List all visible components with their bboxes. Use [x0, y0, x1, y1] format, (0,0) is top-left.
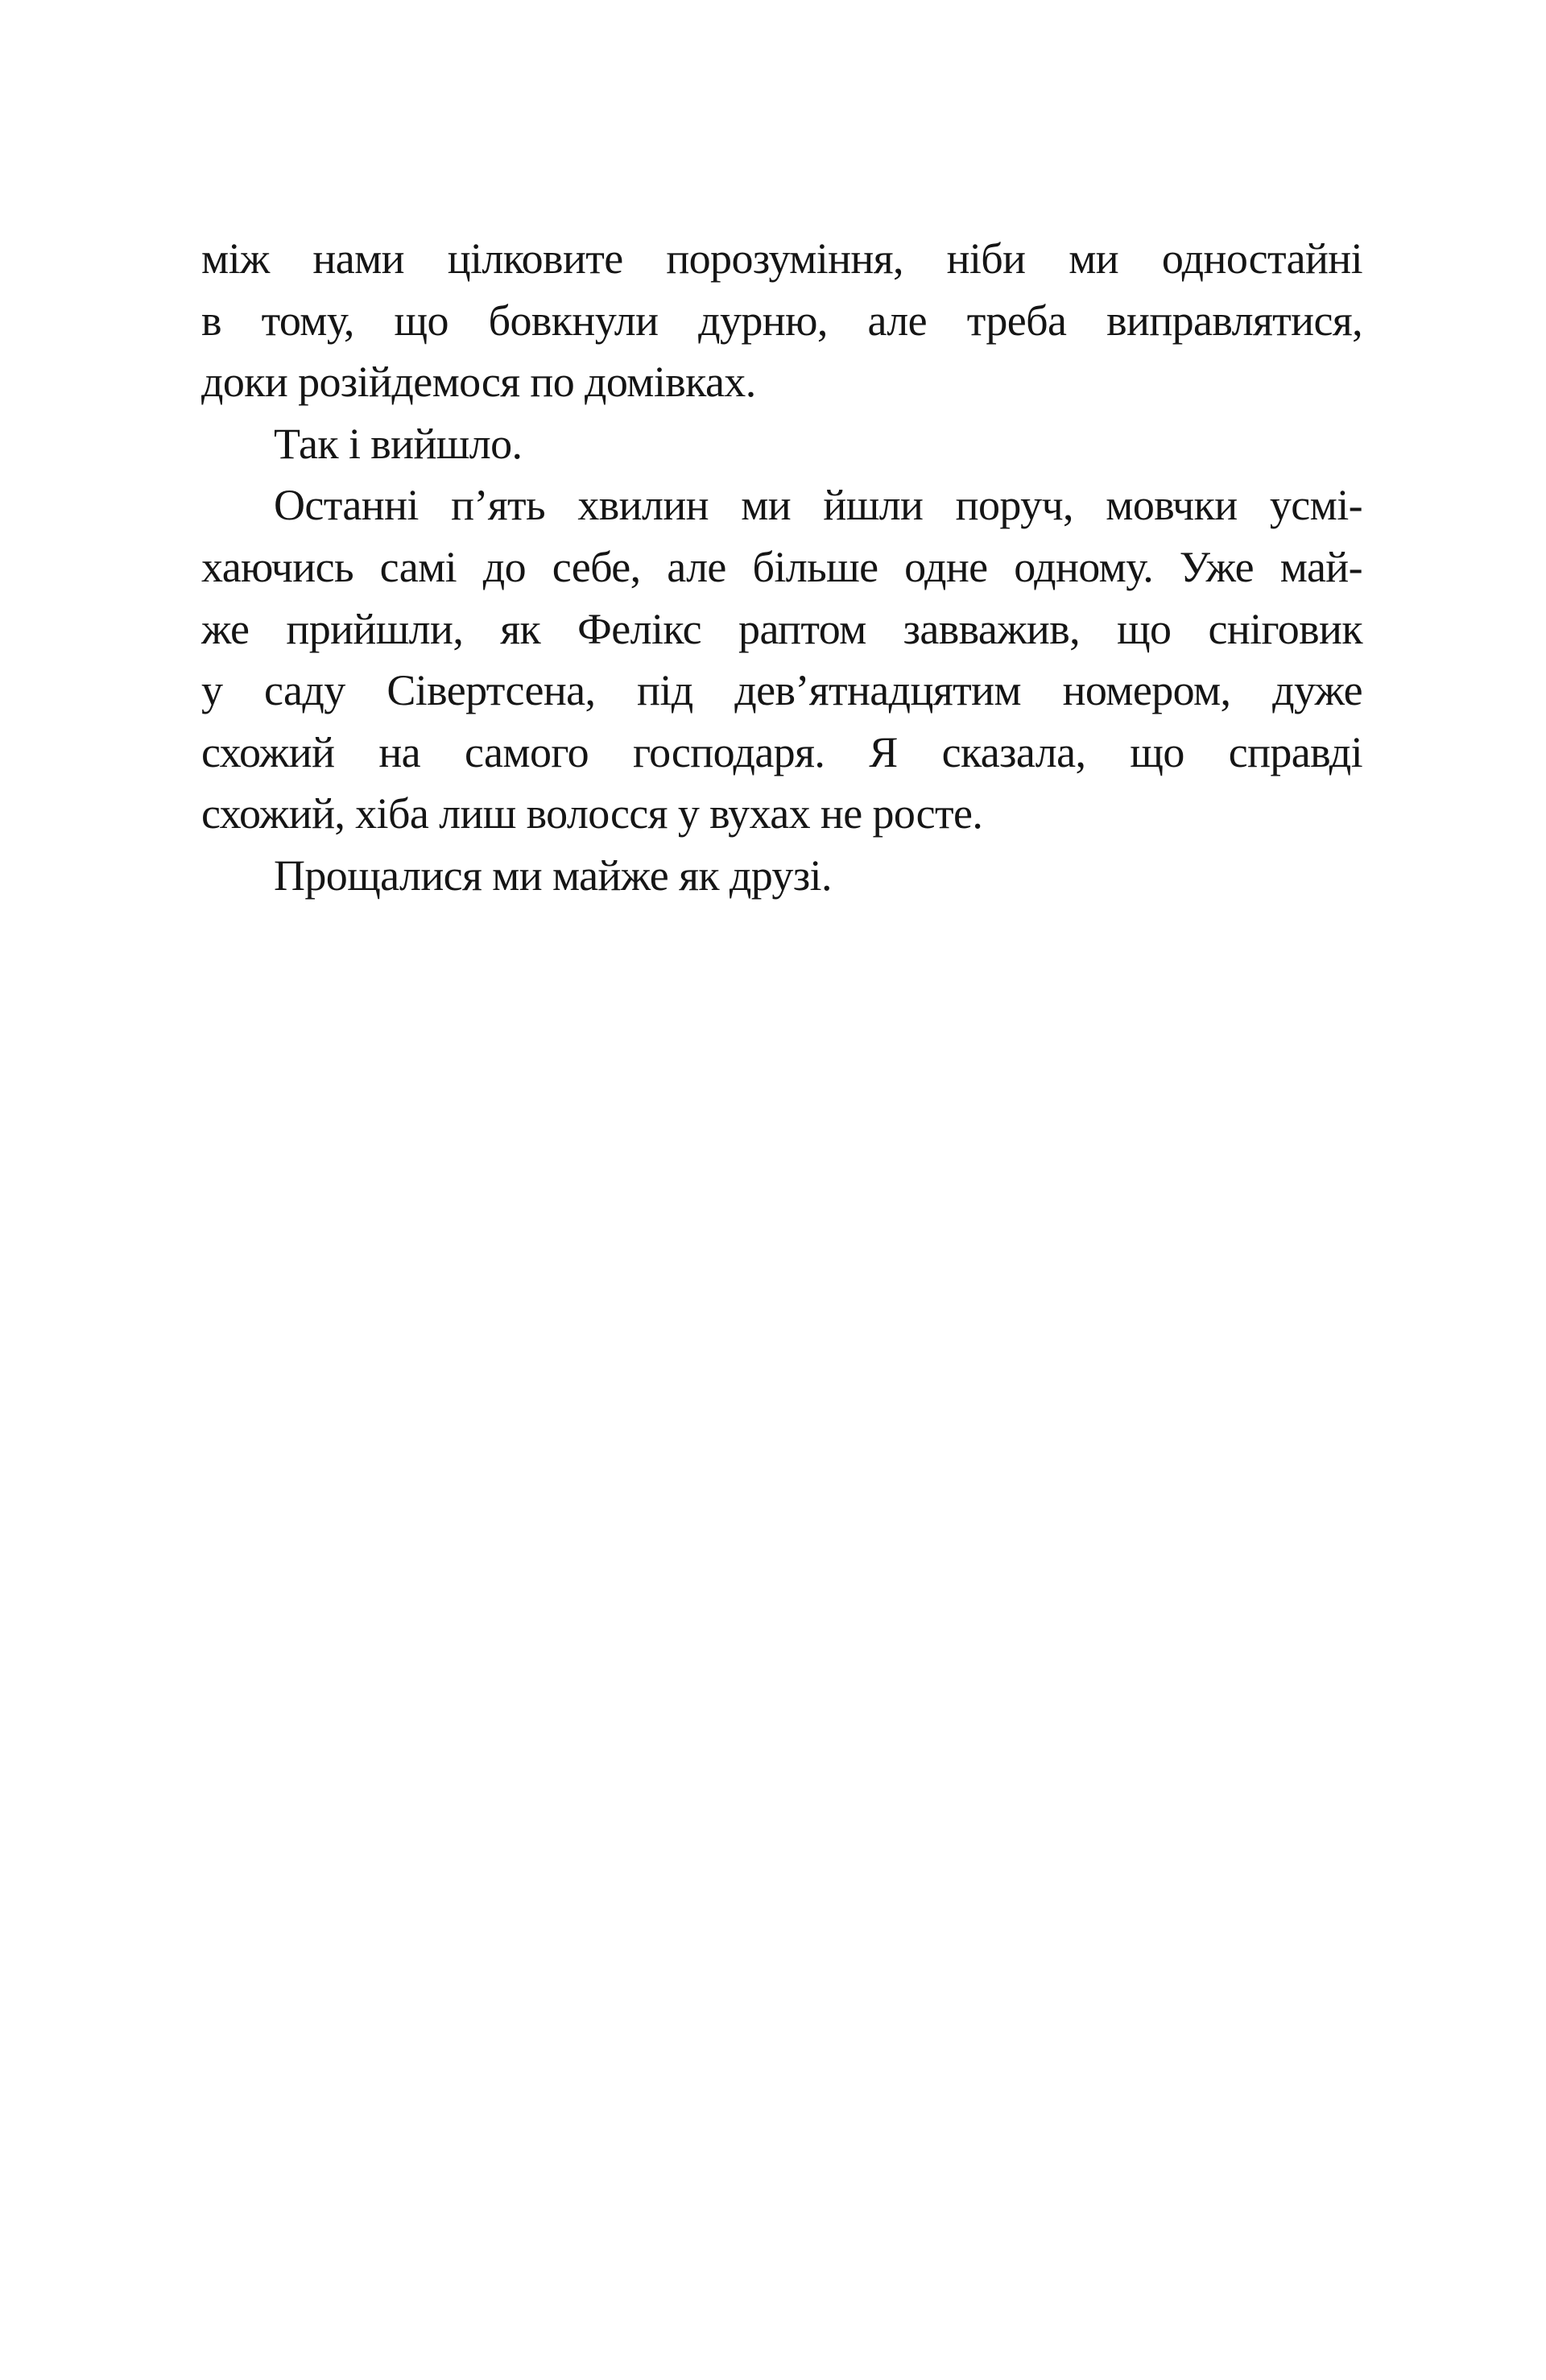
- text-line: же прийшли, як Фелікс раптом завважив, що сніговик: [201, 604, 1362, 653]
- paragraph-first-line: Останні п’ять хвилин ми йшли поруч, мовчки усмі-: [274, 481, 1362, 530]
- paragraph-first-line: Так і вийшло.: [274, 419, 523, 468]
- book-page-text: [201, 228, 1362, 907]
- text-line: доки розійдемося по домівках.: [201, 358, 756, 407]
- text-line: схожий, хіба лиш волосся у вухах не росте.: [201, 789, 983, 838]
- text-line: в тому, що бовкнули дурню, але треба виправлятися,: [201, 296, 1362, 345]
- text-line: у саду Сівертсена, під дев’ятнадцятим номером, дуже: [201, 666, 1362, 715]
- text-line: між нами цілковите порозуміння, ніби ми одностайні: [201, 234, 1362, 283]
- text-line: схожий на самого господаря. Я сказала, що справді: [201, 727, 1362, 776]
- text-line: хаючись самі до себе, але більше одне одному. Уже май-: [201, 542, 1362, 591]
- paragraph-first-line: Прощалися ми майже як друзі.: [274, 851, 832, 900]
